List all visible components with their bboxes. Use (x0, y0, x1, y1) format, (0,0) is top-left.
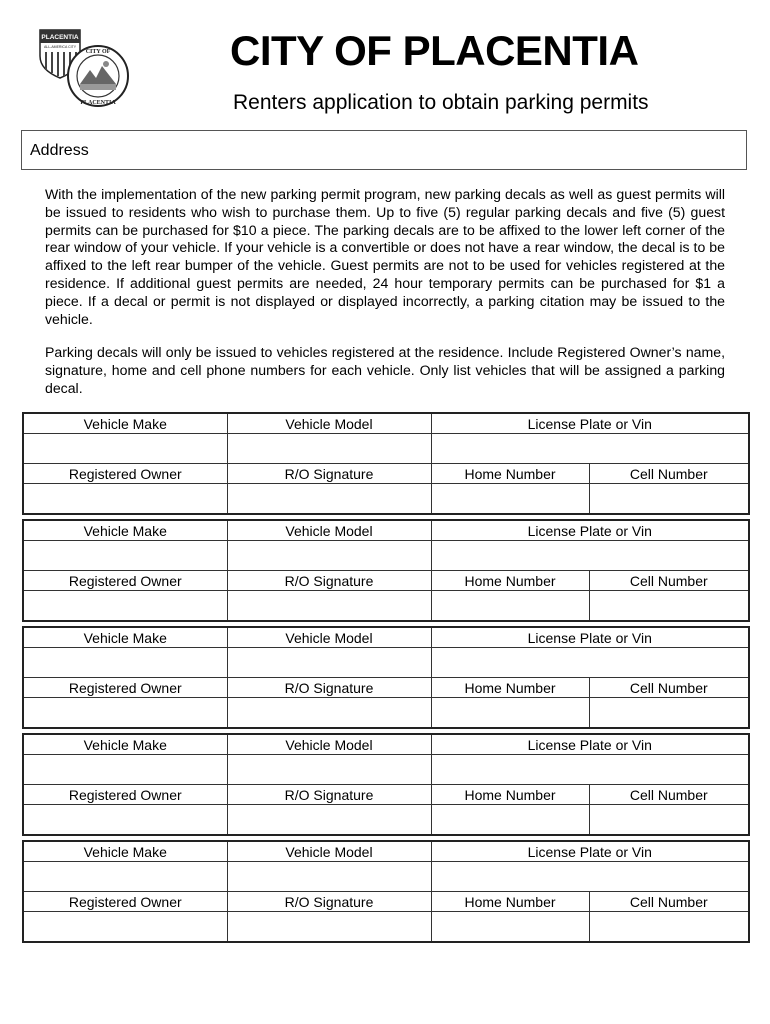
ro-signature-label: R/O Signature (227, 892, 431, 912)
svg-text:CITY OF: CITY OF (85, 49, 111, 55)
registered-owner-input[interactable] (23, 912, 227, 943)
ro-signature-input[interactable] (227, 484, 431, 515)
license-plate-input[interactable] (431, 862, 749, 892)
home-number-input[interactable] (431, 591, 589, 622)
vehicle-make-label: Vehicle Make (23, 627, 227, 648)
cell-number-label: Cell Number (589, 571, 749, 591)
instructions-paragraph: With the implementation of the new parking permit program, new parking decals as well as guest permits will be issued to residents who wish to purchase them. Up to five (5) regular parking decals and five (5) guest permits can be purchased for $10 a piece. The parking decals are to be affixed to the lower left corner of the rear window of your vehicle. If your vehicle is a convertible or does not have a rear window, the decal is to be affixed to the left rear bumper of the vehicle. Guest permits are not to be used for vehicles registered at the residence. If additional guest permits are needed, 24 hour temporary permits can be purchased for $1 a piece. If a decal or permit is not displayed or displayed incorrectly, a parking citation may be issued to the vehicle. (45, 186, 725, 327)
registered-owner-input[interactable] (23, 698, 227, 729)
address-label: Address (30, 142, 89, 159)
vehicle-entry-table (22, 840, 750, 943)
cell-number-label: Cell Number (589, 464, 749, 484)
vehicle-make-input[interactable] (23, 648, 227, 678)
vehicle-model-input[interactable] (227, 648, 431, 678)
ro-signature-input[interactable] (227, 805, 431, 836)
vehicle-make-input[interactable] (23, 755, 227, 785)
cell-number-label: Cell Number (589, 678, 749, 698)
license-plate-label: License Plate or Vin (431, 520, 749, 541)
registered-owner-label: Registered Owner (23, 464, 227, 484)
ro-signature-label: R/O Signature (227, 678, 431, 698)
vehicle-model-label: Vehicle Model (227, 734, 431, 755)
license-plate-input[interactable] (431, 648, 749, 678)
ro-signature-label: R/O Signature (227, 785, 431, 805)
vehicle-entry-table (22, 626, 750, 729)
vehicle-model-label: Vehicle Model (227, 627, 431, 648)
home-number-label: Home Number (431, 678, 589, 698)
ro-signature-label: R/O Signature (227, 464, 431, 484)
vehicle-make-label: Vehicle Make (23, 734, 227, 755)
page-subtitle: Renters application to obtain parking permits (233, 91, 649, 114)
registered-owner-input[interactable] (23, 591, 227, 622)
home-number-label: Home Number (431, 571, 589, 591)
city-seal-icon (68, 46, 128, 106)
vehicle-model-input[interactable] (227, 755, 431, 785)
registered-owner-label: Registered Owner (23, 678, 227, 698)
registered-owner-label: Registered Owner (23, 785, 227, 805)
svg-text:PLACENTIA: PLACENTIA (41, 34, 79, 41)
vehicle-model-input[interactable] (227, 862, 431, 892)
vehicle-entry-table (22, 519, 750, 622)
svg-text:ALL-AMERICA CITY: ALL-AMERICA CITY (43, 45, 77, 49)
vehicle-make-label: Vehicle Make (23, 520, 227, 541)
home-number-label: Home Number (431, 464, 589, 484)
registered-owner-label: Registered Owner (23, 892, 227, 912)
home-number-input[interactable] (431, 805, 589, 836)
license-plate-label: License Plate or Vin (431, 734, 749, 755)
cell-number-input[interactable] (589, 912, 749, 943)
registered-owner-input[interactable] (23, 805, 227, 836)
vehicle-model-label: Vehicle Model (227, 413, 431, 434)
vehicle-entry-table (22, 412, 750, 515)
home-number-input[interactable] (431, 484, 589, 515)
vehicle-make-input[interactable] (23, 434, 227, 464)
cell-number-input[interactable] (589, 805, 749, 836)
vehicle-model-input[interactable] (227, 541, 431, 571)
license-plate-label: License Plate or Vin (431, 413, 749, 434)
home-number-label: Home Number (431, 785, 589, 805)
address-field[interactable] (21, 130, 747, 170)
registered-owner-label: Registered Owner (23, 571, 227, 591)
ro-signature-input[interactable] (227, 591, 431, 622)
cell-number-input[interactable] (589, 484, 749, 515)
vehicle-make-input[interactable] (23, 541, 227, 571)
cell-number-label: Cell Number (589, 892, 749, 912)
vehicle-model-label: Vehicle Model (227, 841, 431, 862)
home-number-input[interactable] (431, 698, 589, 729)
home-number-input[interactable] (431, 912, 589, 943)
cell-number-label: Cell Number (589, 785, 749, 805)
vehicle-model-input[interactable] (227, 434, 431, 464)
vehicle-make-label: Vehicle Make (23, 841, 227, 862)
cell-number-input[interactable] (589, 698, 749, 729)
license-plate-label: License Plate or Vin (431, 627, 749, 648)
vehicle-make-label: Vehicle Make (23, 413, 227, 434)
ro-signature-input[interactable] (227, 698, 431, 729)
license-plate-input[interactable] (431, 755, 749, 785)
page-title: CITY OF PLACENTIA (230, 27, 639, 74)
license-plate-label: License Plate or Vin (431, 841, 749, 862)
city-logos (36, 26, 136, 108)
license-plate-input[interactable] (431, 541, 749, 571)
ro-signature-label: R/O Signature (227, 571, 431, 591)
registered-owner-input[interactable] (23, 484, 227, 515)
vehicle-model-label: Vehicle Model (227, 520, 431, 541)
vehicle-entry-table (22, 733, 750, 836)
vehicle-make-input[interactable] (23, 862, 227, 892)
eligibility-paragraph: Parking decals will only be issued to vehicles registered at the residence. Include Registered Owner’s name, signature, home and cell phone numbers for each vehicle. Only list vehicles that will be assigned a parking decal. (45, 344, 725, 396)
home-number-label: Home Number (431, 892, 589, 912)
ro-signature-input[interactable] (227, 912, 431, 943)
svg-text:PLACENTIA: PLACENTIA (80, 100, 116, 106)
cell-number-input[interactable] (589, 591, 749, 622)
license-plate-input[interactable] (431, 434, 749, 464)
